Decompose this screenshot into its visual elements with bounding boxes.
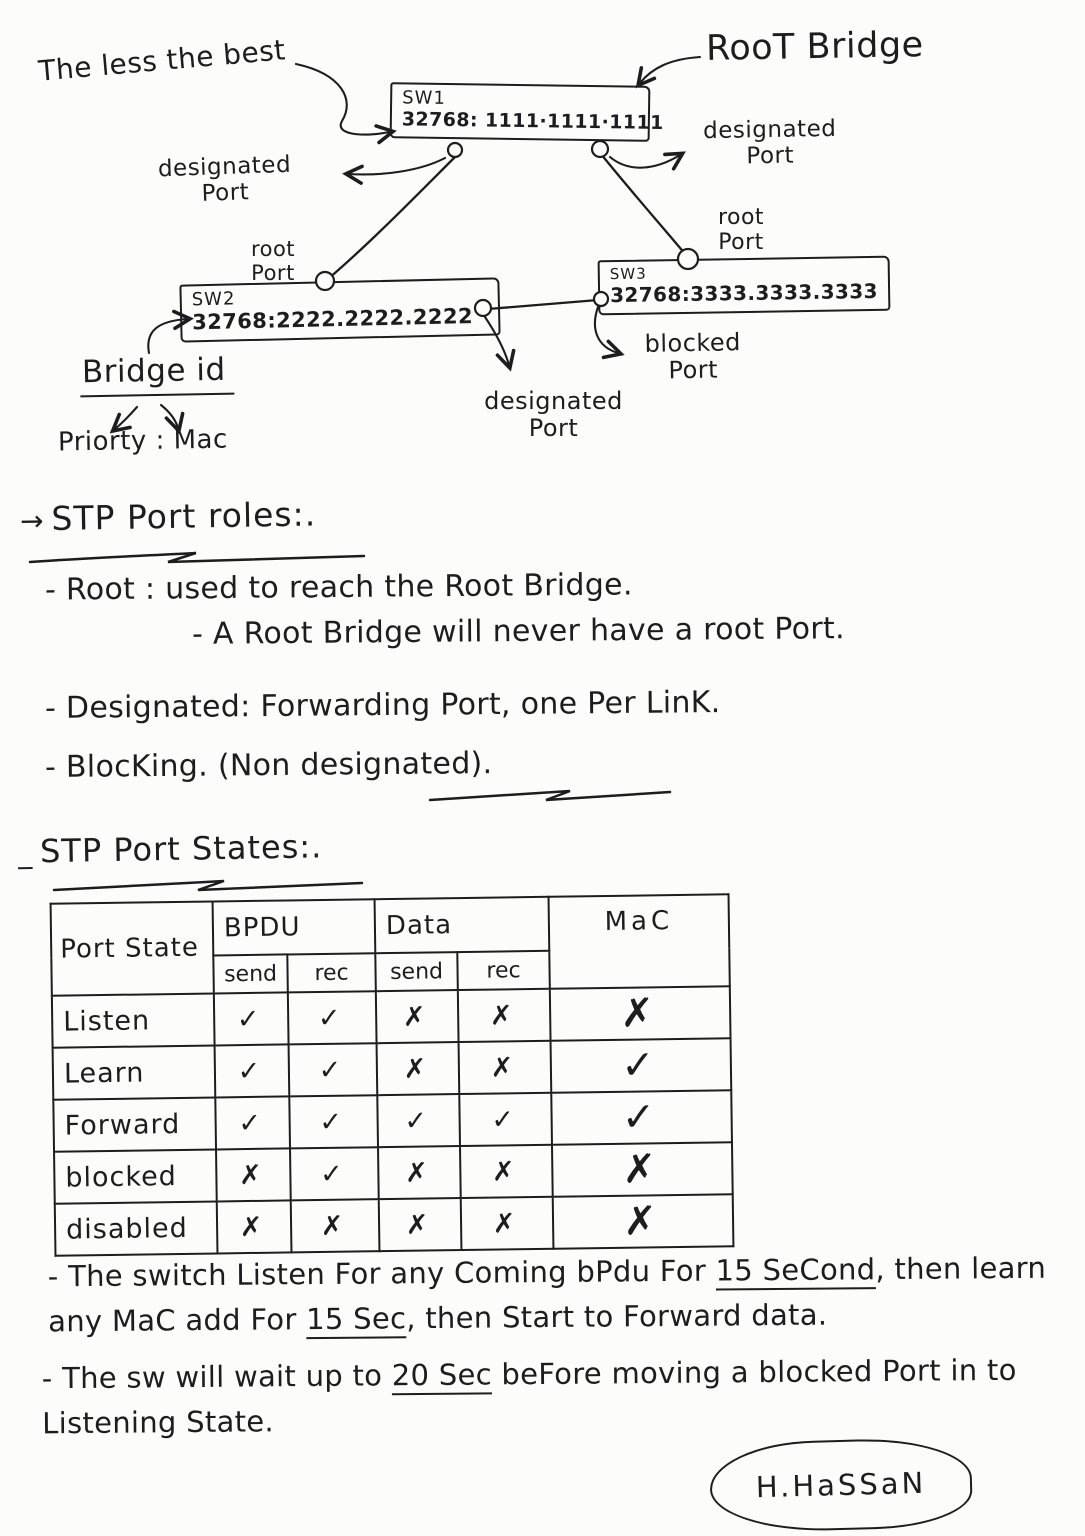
switch-name: SW3 <box>609 264 647 284</box>
port-marker-sw1-right <box>592 141 608 157</box>
subheader-bpdu-rec: rec <box>287 953 376 992</box>
role-root-subline: - A Root Bridge will never have a root Port. <box>191 611 845 652</box>
cell-mac: ✗ <box>552 1142 733 1197</box>
note-blocked-wait-timer <box>42 1348 1033 1447</box>
cell-data-send: ✓ <box>377 1094 460 1147</box>
cell-bpdu-send: ✓ <box>215 1096 290 1149</box>
cell-data-send: ✗ <box>379 1198 462 1251</box>
port-states-heading <box>18 827 323 870</box>
note-text: - The switch Listen For any Coming bPdu For <box>47 1253 716 1294</box>
switch-name: SW2 <box>191 288 236 311</box>
annotation-designated-port-right: designated Port <box>702 115 837 170</box>
cell-state: Learn <box>53 1045 216 1099</box>
topology-links <box>328 154 686 309</box>
cell-mac: ✓ <box>551 1038 732 1093</box>
cell-data-rec: ✗ <box>460 1145 553 1198</box>
role-blocking-line: - BlocKing. (Non designated). <box>44 746 493 785</box>
cell-state: blocked <box>54 1149 217 1203</box>
switch-bridge-id: 32768:2222.2222.2222 <box>191 303 474 335</box>
annotation-root-port-sw2: root Port <box>250 237 296 285</box>
note-text: - The sw will wait up to <box>41 1358 392 1396</box>
zigzag-underline <box>52 876 367 896</box>
priority-mac-label: Priorty : Mac <box>57 424 229 458</box>
zigzag-underline <box>28 548 368 568</box>
table-row-listen <box>52 986 731 1047</box>
zigzag-underline <box>428 786 674 806</box>
annotation-designated-port-left: designated Port <box>157 151 292 207</box>
signature-name: H.HaSSaN <box>755 1465 927 1505</box>
cell-bpdu-rec: ✗ <box>291 1199 380 1252</box>
cell-bpdu-rec: ✓ <box>289 1095 378 1148</box>
port-marker-sw1-left <box>448 143 462 157</box>
arrow-rootbridge-to-sw1 <box>640 57 700 83</box>
note-listen-learn-timers <box>48 1246 1054 1345</box>
cell-data-rec: ✗ <box>458 989 551 1042</box>
port-marker-sw2-right <box>475 300 491 316</box>
port-roles-heading <box>20 494 317 538</box>
port-states-table <box>50 893 735 1256</box>
table-row-learn <box>53 1038 732 1099</box>
col-header-bpdu: BPDU <box>213 899 376 955</box>
table-row-blocked <box>54 1142 733 1203</box>
arrow-less-best-to-sw1 <box>296 64 390 135</box>
role-root-line: - Root : used to reach the Root Bridge. <box>44 567 633 608</box>
cell-data-send: ✗ <box>376 990 459 1043</box>
note-text: beFore moving a blocked Port in to Listening State. <box>42 1352 1017 1441</box>
arrow-sw3-to-blocked-port <box>595 307 618 353</box>
note-underlined-value: 20 Sec <box>392 1357 492 1395</box>
col-header-mac: MaC <box>549 894 730 989</box>
switch-name: SW1 <box>402 87 447 109</box>
cell-bpdu-rec: ✓ <box>288 991 377 1044</box>
cell-mac: ✗ <box>553 1194 734 1249</box>
subheader-data-rec: rec <box>457 951 550 990</box>
cell-bpdu-send: ✓ <box>214 992 289 1045</box>
col-header-data: Data <box>375 897 550 953</box>
port-roles-heading-text: STP Port roles:. <box>51 494 317 539</box>
table-row-disabled <box>55 1194 734 1255</box>
cell-state: Listen <box>52 993 215 1047</box>
arrow-sw1-to-designated-left <box>349 158 445 174</box>
table-row-forward <box>53 1090 732 1151</box>
table-header-row <box>51 894 730 957</box>
link-sw2-sw3 <box>488 300 598 309</box>
note-underlined-value: 15 Sec <box>306 1301 406 1339</box>
annotation-blocked-port: blocked Port <box>644 328 742 385</box>
arrow-sw1-to-designated-right <box>610 155 680 168</box>
bridge-id-label: Bridge id <box>80 353 234 397</box>
cell-data-rec: ✗ <box>459 1041 552 1094</box>
cell-mac: ✓ <box>551 1090 732 1145</box>
author-signature <box>709 1437 973 1534</box>
cell-data-rec: ✗ <box>461 1197 554 1250</box>
switch-bridge-id: 32768:3333.3333.3333 <box>609 278 879 308</box>
port-marker-sw2-top <box>316 272 334 290</box>
subheader-bpdu-send: send <box>213 954 288 993</box>
dash-bullet: _ <box>17 836 33 870</box>
cell-bpdu-rec: ✓ <box>289 1043 378 1096</box>
annotation-root-bridge: RooT Bridge <box>705 25 924 69</box>
link-sw1-sw3 <box>601 154 686 255</box>
cell-mac: ✗ <box>550 986 731 1041</box>
cell-bpdu-send: ✗ <box>216 1148 291 1201</box>
port-states-heading-text: STP Port States:. <box>39 827 323 871</box>
subheader-data-send: send <box>375 952 458 991</box>
arrow-bullet-icon: → <box>19 504 44 538</box>
arrow-sw2-to-designated-bottom <box>485 317 509 365</box>
col-header-port-state: Port State <box>51 901 214 995</box>
cell-data-send: ✗ <box>378 1146 461 1199</box>
cell-state: Forward <box>53 1097 216 1151</box>
arrow-bridgeid-to-sw2 <box>148 319 187 353</box>
cell-bpdu-rec: ✓ <box>290 1147 379 1200</box>
link-sw1-sw2 <box>328 157 455 279</box>
cell-bpdu-send: ✓ <box>215 1044 290 1097</box>
role-designated-line: - Designated: Forwarding Port, one Per LinK. <box>44 685 721 726</box>
annotation-less-the-best: The less the best <box>37 33 287 88</box>
cell-data-send: ✗ <box>377 1042 460 1095</box>
note-text: , then Start to Forward data. <box>406 1297 828 1336</box>
note-underlined-value: 15 SeCond <box>715 1252 875 1290</box>
cell-state: disabled <box>55 1201 218 1255</box>
annotation-designated-port-bottom: designated Port <box>484 387 623 442</box>
switch-bridge-id: 32768: 1111·1111·1111 <box>401 108 664 135</box>
annotation-root-port-sw3: root Port <box>717 205 765 255</box>
port-marker-sw3-left <box>594 292 608 306</box>
cell-bpdu-send: ✗ <box>217 1200 292 1253</box>
cell-data-rec: ✓ <box>459 1093 552 1146</box>
note-text: , then learn any MaC add For <box>48 1250 1047 1339</box>
